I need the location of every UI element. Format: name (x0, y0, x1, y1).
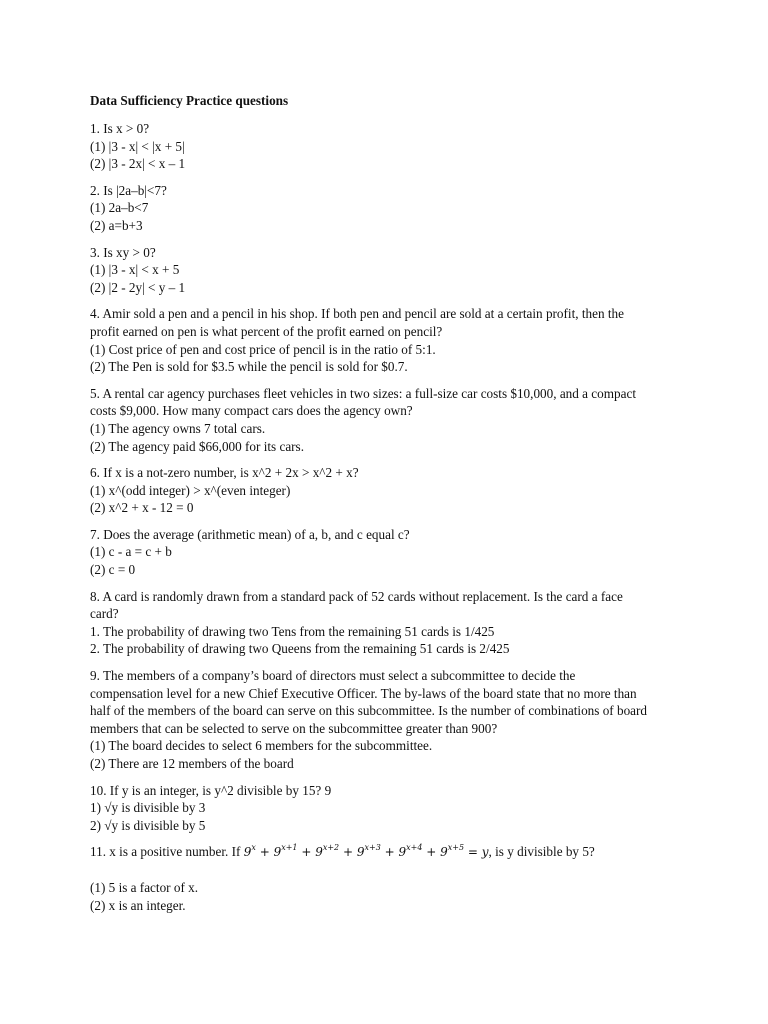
option-1: (1) Cost price of pen and cost price of pencil is in the ratio of 5:1. (90, 341, 436, 357)
question-6 (90, 464, 690, 517)
option-1: 1) √y is divisible by 3 (90, 800, 206, 816)
option-1: (1) 5 is a factor of x. (90, 879, 199, 895)
option-2: 2. The probability of drawing two Queens from the remaining 51 cards is 2/425 (90, 641, 510, 657)
blank-line (90, 862, 690, 879)
question-prompt-line: 8. A card is randomly drawn from a standard pack of 52 cards without replacement. Is the card a face (90, 588, 623, 604)
option-1: 1. The probability of drawing two Tens from the remaining 51 cards is 1/425 (90, 623, 495, 639)
question-7 (90, 526, 690, 579)
option-1: (1) x^(odd integer) > x^(even integer) (90, 482, 291, 498)
question-2 (90, 182, 690, 235)
term-2: $9^{x+1}$ (273, 843, 298, 860)
equation: $9^x + 9^{x+1} + 9^{x+2} + 9^{x+3} + 9^{x+4} + 9^{x+5} = y$ (243, 843, 489, 860)
question-prompt: 2. Is |2a–b|<7? (90, 182, 167, 198)
option-2: (2) a=b+3 (90, 217, 143, 233)
option-1: (1) The agency owns 7 total cars. (90, 420, 266, 436)
option-2: (2) x is an integer. (90, 897, 186, 913)
question-prompt (90, 843, 690, 862)
option-2: 2) √y is divisible by 5 (90, 817, 206, 833)
document-page (90, 92, 690, 923)
equation-rhs: = y (464, 845, 489, 860)
option-2: (2) The Pen is sold for $3.5 while the pencil is sold for $0.7. (90, 359, 408, 375)
question-prompt: 1. Is x > 0? (90, 121, 150, 136)
prompt-start: 11. x is a positive number. If (90, 844, 244, 860)
option-2: (2) There are 12 members of the board (90, 756, 294, 771)
question-9 (90, 667, 690, 773)
question-prompt: 6. If x is a not-zero number, is x^2 + 2x > x^2 + x? (90, 465, 359, 481)
term-3: $9^{x+2}$ (315, 843, 340, 860)
question-prompt-line: profit earned on pen is what percent of the profit earned on pencil? (90, 323, 443, 339)
question-5 (90, 385, 690, 455)
option-1: (1) c - a = c + b (90, 544, 172, 560)
option-2: (2) x^2 + x - 12 = 0 (90, 500, 194, 516)
option-2: (2) |2 - 2y| < y – 1 (90, 279, 186, 295)
option-1: (1) 2a–b<7 (90, 200, 149, 216)
question-prompt-line: members that can be selected to serve on the subcommittee greater than 900? (90, 720, 498, 736)
term-5: $9^{x+4}$ (398, 843, 423, 860)
term-6: $9^{x+5}$ (440, 843, 465, 860)
question-prompt-line: costs $9,000. How many compact cars does the agency own? (90, 403, 413, 419)
question-prompt-line: card? (90, 606, 119, 622)
term-4: $9^{x+3}$ (356, 843, 381, 860)
question-8 (90, 588, 690, 658)
option-1: (1) |3 - x| < |x + 5| (90, 138, 185, 154)
question-1 (90, 120, 690, 173)
question-prompt-line: 5. A rental car agency purchases fleet vehicles in two sizes: a full-size car costs $10,000, and a compact (90, 385, 636, 401)
document-title: Data Sufficiency Practice questions (90, 93, 289, 108)
question-prompt: 7. Does the average (arithmetic mean) of a, b, and c equal c? (90, 526, 410, 542)
prompt-end: , is y divisible by 5? (488, 844, 595, 860)
term-1: 9$^x$ (243, 843, 256, 860)
option-1: (1) The board decides to select 6 members for the subcommittee. (90, 738, 433, 754)
question-prompt: 3. Is xy > 0? (90, 244, 156, 260)
question-prompt: 10. If y is an integer, is y^2 divisible by 15? 9 (90, 782, 332, 798)
question-11 (90, 843, 690, 914)
option-2: (2) |3 - 2x| < x – 1 (90, 156, 186, 172)
question-prompt-line: half of the members of the board can serve on this subcommittee. Is the number of combinations of board (90, 703, 648, 719)
option-2: (2) The agency paid $66,000 for its cars. (90, 438, 304, 454)
option-2: (2) c = 0 (90, 562, 136, 578)
question-10 (90, 782, 690, 835)
option-1: (1) |3 - x| < x + 5 (90, 262, 180, 278)
question-3 (90, 244, 690, 297)
question-prompt-line: compensation level for a new Chief Executive Officer. The by-laws of the board state that no more than (90, 685, 637, 701)
question-prompt-line: 9. The members of a company’s board of directors must select a subcommittee to decide the (90, 668, 576, 684)
question-prompt-line: 4. Amir sold a pen and a pencil in his shop. If both pen and pencil are sold at a certain profit, then the (90, 306, 624, 322)
question-4 (90, 305, 690, 375)
